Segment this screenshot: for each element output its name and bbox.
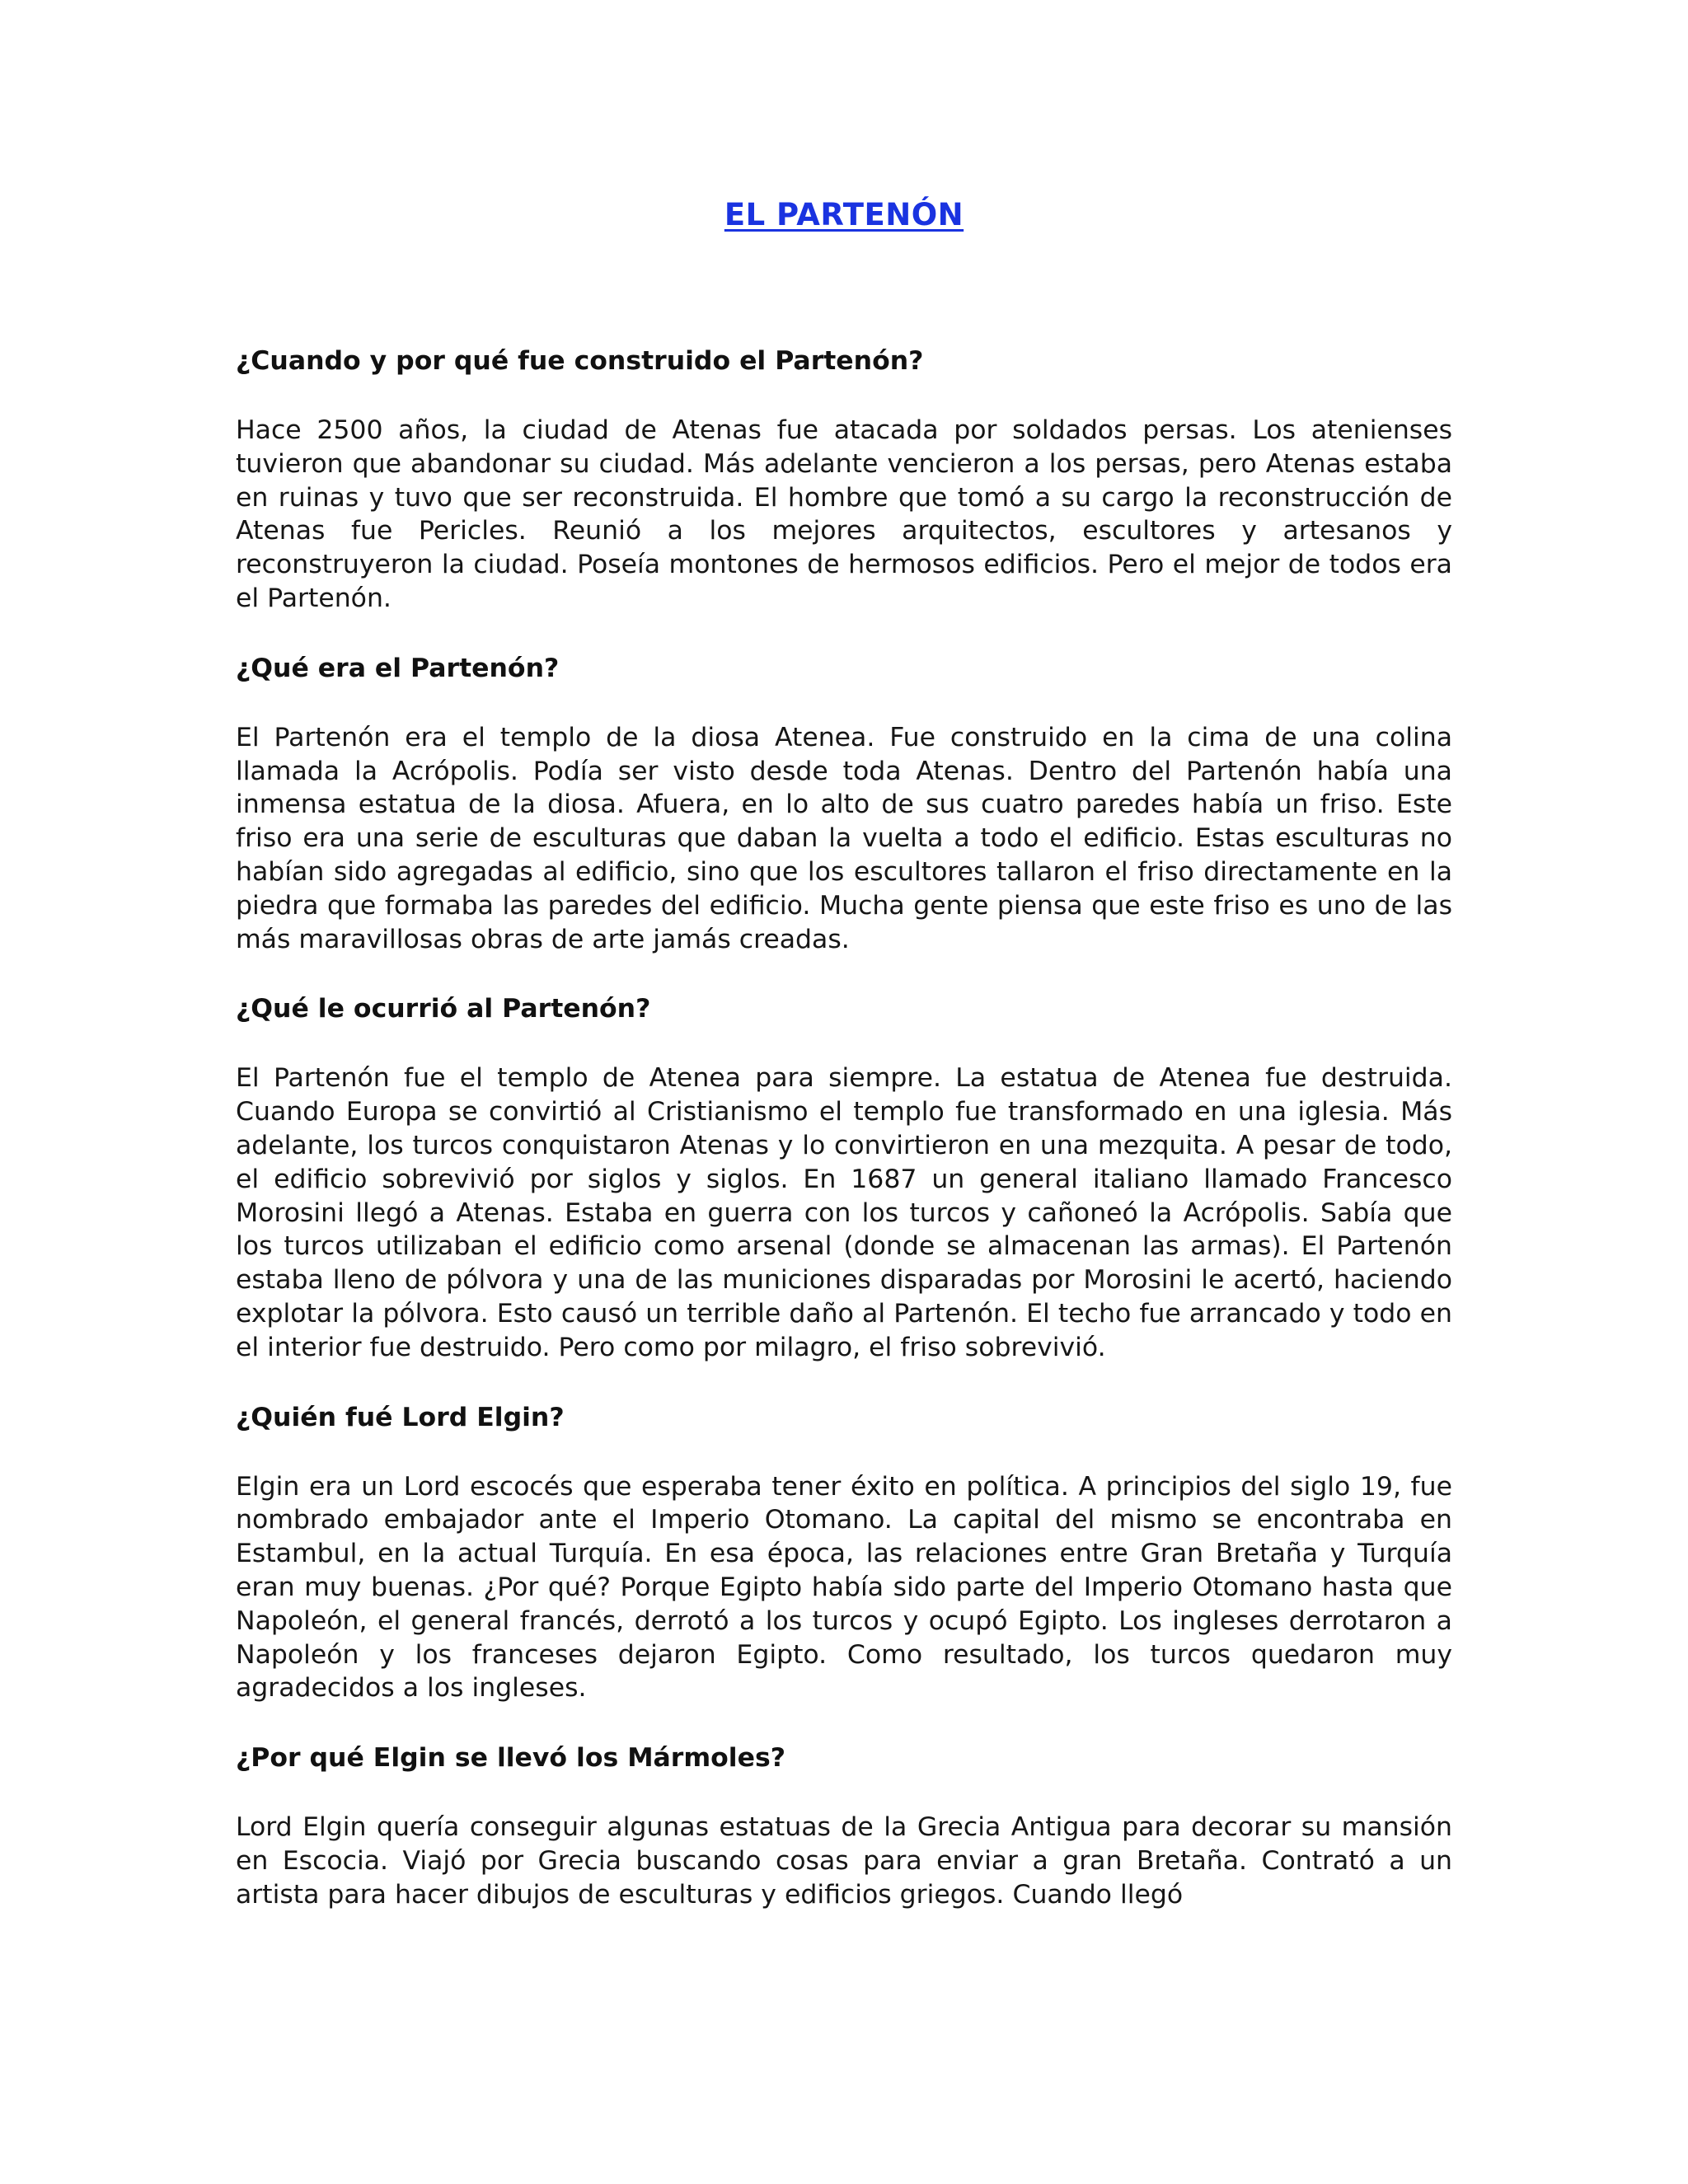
- section-paragraph: El Partenón era el templo de la diosa Atenea. Fue construido en la cima de una colina llamada la Acrópolis. Podía ser visto desde toda Atenas. Dentro del Partenón había una inmensa estatua de la diosa. Afuera, en lo alto de sus cuatro paredes había un friso. Este friso era una serie de esculturas que daban la vuelta a todo el edificio. Estas esculturas no habían sido agregadas al edificio, sino que los escultores tallaron el friso directamente en la piedra que formaba las paredes del edificio. Mucha gente piensa que este friso es uno de las más maravillosas obras de arte jamás creadas.: [236, 722, 1452, 954]
- section-heading: ¿Qué era el Partenón?: [236, 653, 560, 683]
- document-title-link[interactable]: EL PARTENÓN: [724, 197, 964, 232]
- section-why-marbles: [236, 1741, 1452, 1911]
- section-paragraph: El Partenón fue el templo de Atenea para siempre. La estatua de Atenea fue destruida. Cuando Europa se convirtió al Cristianismo el templo fue transformado en una iglesia. Más adelante, los turcos conquistaron Atenas y lo convirtieron en una mezquita. A pesar de todo, el edificio sobrevivió por siglos y siglos. En 1687 un general italiano llamado Francesco Morosini llegó a Atenas. Estaba en guerra con los turcos y cañoneó la Acrópolis. Sabía que los turcos utilizaban el edificio como arsenal (donde se almacenan las armas). El Partenón estaba lleno de pólvora y una de las municiones disparadas por Morosini le acertó, haciendo explotar la pólvora. Esto causó un terrible daño al Partenón. El techo fue arrancado y todo en el interior fue destruido. Pero como por milagro, el friso sobrevivió.: [236, 1063, 1452, 1362]
- section-what-was: [236, 652, 1452, 957]
- section-lord-elgin: [236, 1401, 1452, 1706]
- section-heading: ¿Cuando y por qué fue construido el Partenón?: [236, 346, 924, 376]
- section-paragraph: Hace 2500 años, la ciudad de Atenas fue atacada por soldados persas. Los atenienses tuvieron que abandonar su ciudad. Más adelante vencieron a los persas, pero Atenas estaba en ruinas y tuvo que ser reconstruida. El hombre que tomó a su cargo la reconstrucción de Atenas fue Pericles. Reunió a los mejores arquitectos, escultores y artesanos y reconstruyeron la ciudad. Poseía montones de hermosos edificios. Pero el mejor de todos era el Partenón.: [236, 415, 1452, 613]
- section-heading: ¿Quién fué Lord Elgin?: [236, 1402, 565, 1432]
- section-paragraph: Lord Elgin quería conseguir algunas estatuas de la Grecia Antigua para decorar su mansión en Escocia. Viajó por Grecia buscando cosas para enviar a gran Bretaña. Contrató a un artista para hacer dibujos de esculturas y edificios griegos. Cuando llegó: [236, 1812, 1452, 1910]
- section-paragraph: Elgin era un Lord escocés que esperaba tener éxito en política. A principios del siglo 19, fue nombrado embajador ante el Imperio Otomano. La capital del mismo se encontraba en Estambul, en la actual Turquía. En esa época, las relaciones entre Gran Bretaña y Turquía eran muy buenas. ¿Por qué? Porque Egipto había sido parte del Imperio Otomano hasta que Napoleón, el general francés, derrotó a los turcos y ocupó Egipto. Los ingleses derrotaron a Napoleón y los franceses dejaron Egipto. Como resultado, los turcos quedaron muy agradecidos a los ingleses.: [236, 1471, 1452, 1704]
- section-heading: ¿Por qué Elgin se llevó los Mármoles?: [236, 1743, 785, 1774]
- document-body: [236, 344, 1452, 1948]
- section-construction: [236, 344, 1452, 616]
- section-what-happened: [236, 992, 1452, 1364]
- section-heading: ¿Qué le ocurrió al Partenón?: [236, 994, 651, 1024]
